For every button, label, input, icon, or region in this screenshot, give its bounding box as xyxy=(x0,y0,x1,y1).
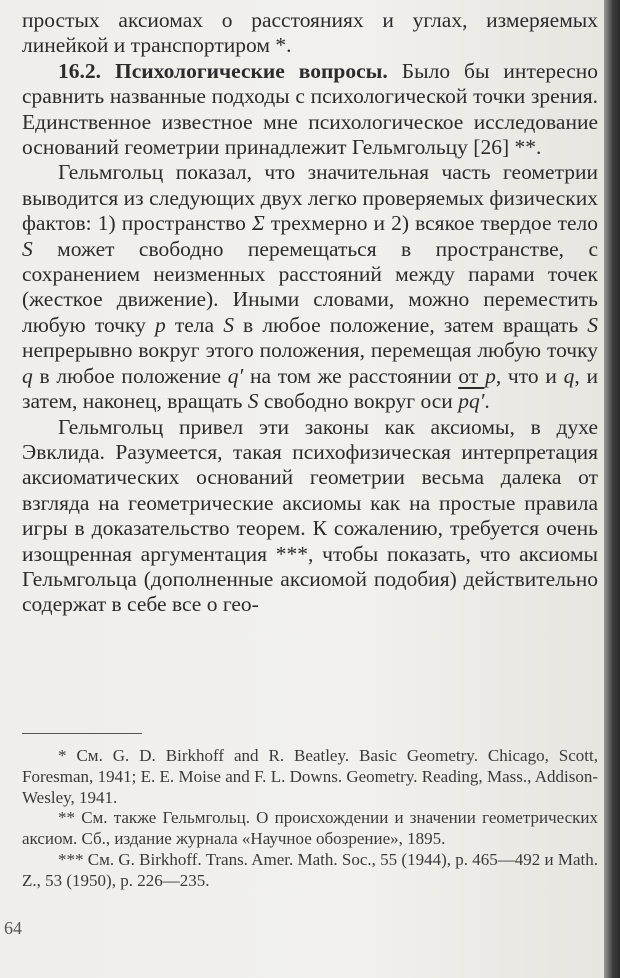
paragraph-text: Было бы интересно сравнить названные подходы с психологической точки зрения. Единственное известное мне психологическое исследование оснований геометрии принадлежит Гельмгольцу [26] **. xyxy=(22,58,599,160)
footnote-2: ** См. также Гельмгольц. О происхождении и значении геометрических аксиом. Сб., издание журнала «Научное обозрение», 1895. xyxy=(22,808,598,849)
text-run: на том же расстоянии от xyxy=(243,363,486,388)
math-axis-symbol: pq′ xyxy=(458,389,485,414)
text-run: в любое положение xyxy=(32,363,228,388)
text-run: свободно вокруг оси xyxy=(258,389,459,414)
paragraph-section-16-2 xyxy=(22,59,598,161)
math-symbol: S xyxy=(223,312,234,337)
paragraph-helmholtz-facts xyxy=(22,160,598,414)
math-symbol: S xyxy=(587,312,599,337)
math-symbol: p xyxy=(485,363,496,388)
math-symbol: q′ xyxy=(227,363,244,388)
math-symbol: S xyxy=(22,236,33,261)
text-run: , что и xyxy=(495,363,564,388)
section-number: 16.2. xyxy=(58,58,101,83)
paragraph-helmholtz-axioms: Гельмгольц привел эти законы как аксиомы, в духе Эвклида. Разумеется, такая психофизическая интерпретация аксиоматических оснований геометрии весьма далека от взгляда на геометрические аксиомы как на простые правила игры в доказательство теорем. К сожалению, требуется очень изощренная аргументация ***, чтобы показать, что аксиомы Гельмгольца (дополненные аксиомой подобия) действительно содержат в себе все о гео- xyxy=(22,414,598,617)
text-run: может свободно перемещаться в пространстве, с сохранением неизменных расстояний между парами точек (жесткое движение). Иными словами, можно переместить любую точку xyxy=(22,236,598,337)
math-symbol: q xyxy=(22,363,33,388)
footnote-3: *** См. G. Birkhoff. Trans. Amer. Math. Soc., 55 (1944), p. 465—492 и Math. Z., 53 (1950), p. 226—235. xyxy=(22,849,598,890)
math-symbol: Σ xyxy=(252,211,265,236)
paragraph-continuation: простых аксиомах о расстояниях и углах, измеряемых линейкой и транспортиром *. xyxy=(22,8,598,58)
text-run: в любое положение, затем вращать xyxy=(233,312,588,337)
text-run: тела xyxy=(165,312,224,337)
footnote-1: * См. G. D. Birkhoff and R. Beatley. Basic Geometry. Chicago, Scott, Foresman, 1941; E. E. Moise and F. L. Downs. Geometry. Reading, Mass., Addison-Wesley, 1941. xyxy=(22,746,598,807)
text-run: . xyxy=(484,389,490,414)
text-run: , и затем, наконец, вращать xyxy=(22,363,599,414)
page-number: 64 xyxy=(4,918,22,938)
footnote-rule xyxy=(22,733,142,734)
page-edge-shadow xyxy=(604,0,620,978)
math-symbol: S xyxy=(247,389,259,414)
main-text xyxy=(22,8,598,618)
text-run: Гельмгольц показал, что значительная часть геометрии выводится из следующих двух легко проверяемых физических фактов: 1) пространство xyxy=(22,160,598,236)
text-run: трехмерно и 2) всякое твердое тело xyxy=(264,211,598,236)
math-symbol: p xyxy=(154,312,166,337)
footnotes xyxy=(22,746,598,892)
text-run: непрерывно вокруг этого положения, перемещая любую точку xyxy=(22,338,598,363)
section-title: Психологические вопросы. xyxy=(115,58,388,83)
math-symbol: q xyxy=(563,363,575,388)
